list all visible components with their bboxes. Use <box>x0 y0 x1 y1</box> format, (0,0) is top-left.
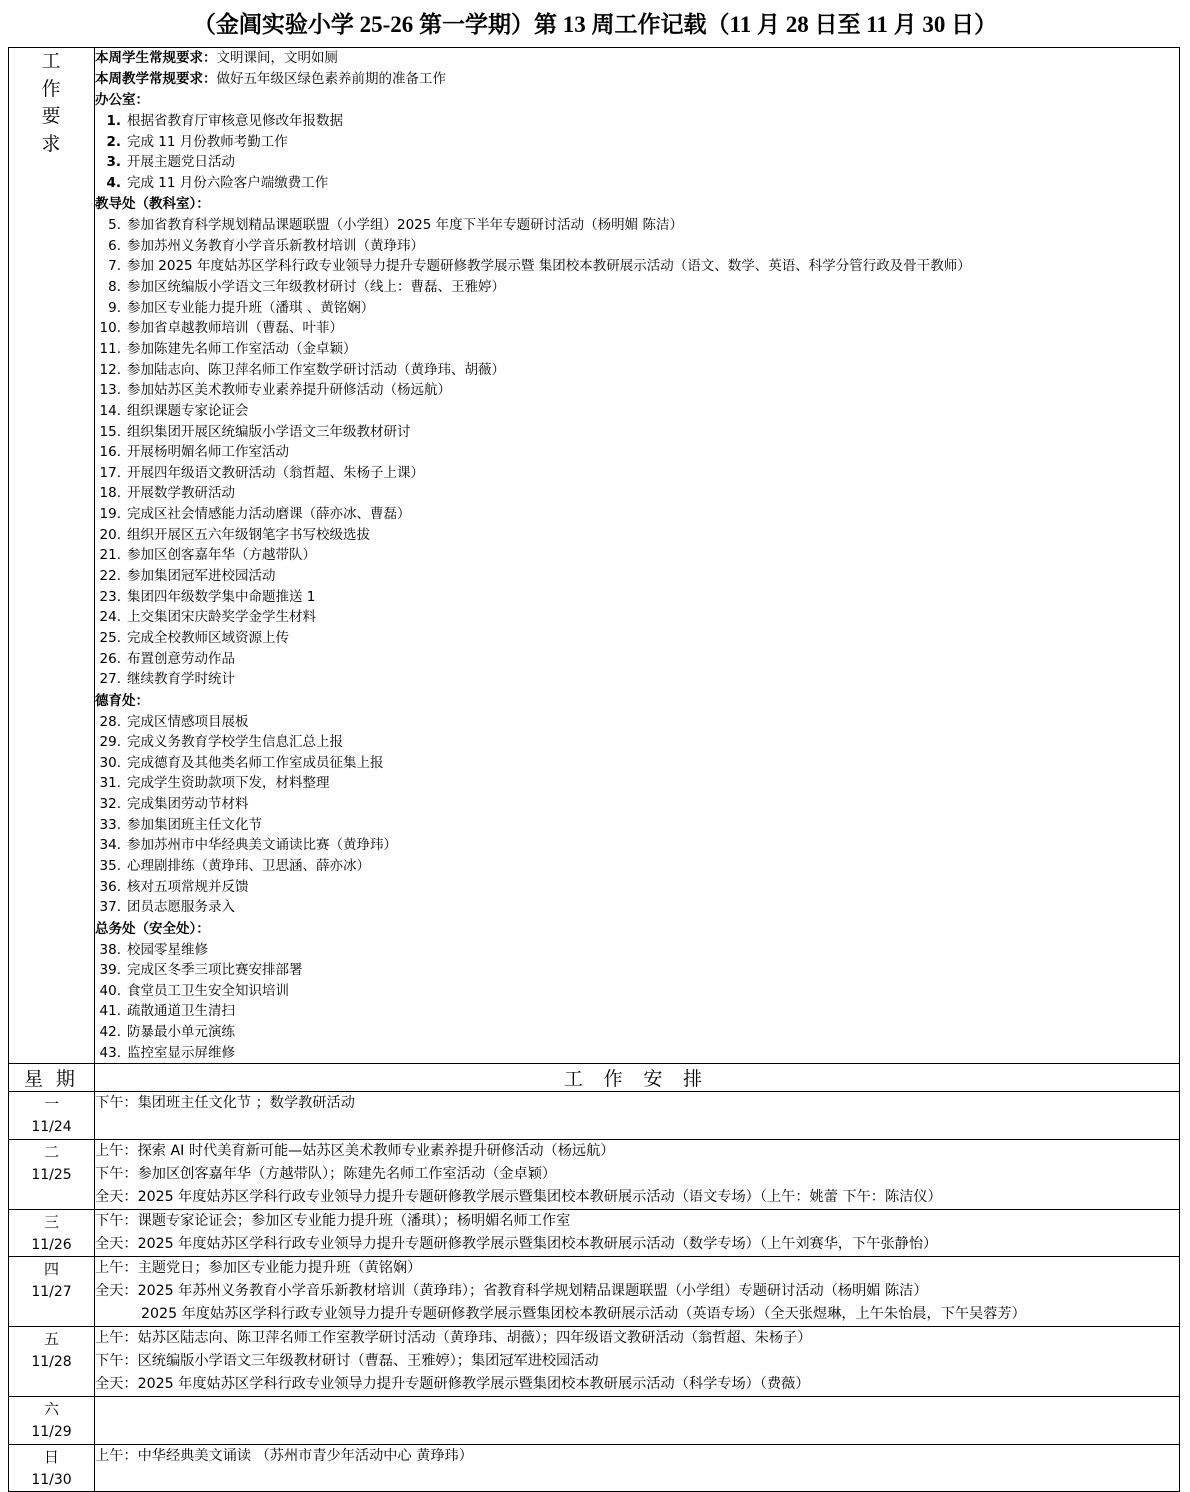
item-number: 33. <box>99 816 121 833</box>
list-item <box>95 940 1179 961</box>
section-items-office <box>95 111 1179 194</box>
schedule-line: 全天：2025 年苏州义务教育小学音乐新教材培训（黄琤玮）；省教育科学规划精品课题联盟（小学组）专题研讨活动（杨明媚 陈洁） <box>95 1283 928 1300</box>
list-item <box>95 1043 1179 1064</box>
section-title-moral: 德育处： <box>95 692 149 709</box>
list-item <box>95 607 1179 628</box>
item-text: 组织集团开展区统编版小学语文三年级教材研讨 <box>127 423 411 440</box>
item-text: 参加苏州市中华经典美文诵读比赛（黄琤玮） <box>127 837 397 854</box>
item-text: 防暴最小单元演练 <box>127 1024 235 1041</box>
schedule-line: 下午：课题专家论证会；参加区专业能力提升班（潘琪）；杨明媚名师工作室 <box>95 1212 571 1229</box>
list-item <box>95 981 1179 1002</box>
item-number: 31. <box>99 775 121 792</box>
item-text: 参加省卓越教师培训（曹磊、叶菲） <box>127 320 343 337</box>
item-number: 42. <box>99 1024 121 1041</box>
day-cell-friday <box>9 1327 95 1397</box>
item-number: 30. <box>99 754 121 771</box>
item-text: 参加 2025 年度姑苏区学科行政专业领导力提升专题研修教学展示暨 集团校本教研展示活动（语文、数学、英语、科学分管行政及骨干教师） <box>127 258 971 275</box>
list-item <box>95 753 1179 774</box>
item-text: 团员志愿服务录入 <box>127 899 235 916</box>
item-number: 43. <box>99 1044 121 1061</box>
item-text: 完成区社会情感能力活动磨课（薛亦冰、曹磊） <box>127 506 411 523</box>
list-item <box>95 256 1179 277</box>
item-text: 参加姑苏区美术教师专业素养提升研修活动（杨远航） <box>127 382 451 399</box>
item-text: 开展杨明媚名师工作室活动 <box>127 444 289 461</box>
day-cell-monday <box>9 1092 95 1139</box>
list-item <box>95 1022 1179 1043</box>
teaching-norm-value: 做好五年级区绿色素养前期的准备工作 <box>216 70 446 87</box>
item-text: 核对五项常规并反馈 <box>127 878 249 895</box>
item-text: 参加集团班主任文化节 <box>127 816 262 833</box>
item-number: 22. <box>99 568 121 585</box>
item-number: 17. <box>99 464 121 481</box>
schedule-line: 下午：参加区创客嘉年华（方越带队）；陈建先名师工作室活动（金卓颖） <box>95 1165 557 1182</box>
weekly-work-table <box>8 47 1180 1492</box>
list-item <box>95 794 1179 815</box>
label-char-4: 求 <box>41 133 62 155</box>
item-number: 27. <box>99 671 121 688</box>
schedule-line: 下午：集团班主任文化节 ；数学教研活动 <box>95 1095 355 1112</box>
section-items-moral <box>95 712 1179 918</box>
table-row <box>9 1327 1180 1397</box>
item-number: 15. <box>99 423 121 440</box>
item-text: 组织课题专家论证会 <box>127 402 249 419</box>
section-title-office: 办公室： <box>95 92 149 109</box>
item-text: 监控室显示屏维修 <box>127 1044 235 1061</box>
item-text: 食堂员工卫生安全知识培训 <box>127 982 289 999</box>
item-text: 上交集团宋庆龄奖学金学生材料 <box>127 609 316 626</box>
item-number: 39. <box>99 962 121 979</box>
item-number: 2. <box>106 133 121 150</box>
list-item <box>95 442 1179 463</box>
day-cell-tuesday <box>9 1139 95 1209</box>
list-item <box>95 835 1179 856</box>
day-date: 11/28 <box>31 1354 72 1371</box>
item-text: 心理剧排练（黄琤玮、卫思涵、薛亦冰） <box>127 857 370 874</box>
item-text: 参加省教育科学规划精品课题联盟（小学组）2025 年度下半年专题研讨活动（杨明媚 陈洁） <box>127 217 683 234</box>
arrangement-header: 工 作 安 排 <box>95 1064 1180 1092</box>
table-row <box>9 1444 1180 1491</box>
teaching-norm-line <box>95 69 1179 90</box>
day-name: 日 <box>43 1447 59 1466</box>
schedule-line: 全天：2025 年度姑苏区学科行政专业领导力提升专题研修教学展示暨集团校本教研展示活动（语文专场）（上午：姚蕾 下午：陈洁仪） <box>95 1188 942 1205</box>
item-number: 41. <box>99 1003 121 1020</box>
item-text: 参加陈建先名师工作室活动（金卓颖） <box>127 340 357 357</box>
item-number: 40. <box>99 982 121 999</box>
list-item <box>95 463 1179 484</box>
day-date: 11/27 <box>31 1284 72 1301</box>
item-text: 根据省教育厅审核意见修改年报数据 <box>127 112 343 129</box>
list-item <box>95 339 1179 360</box>
schedule-line: 上午：探索 AI 时代美育新可能—姑苏区美术教师专业素养提升研修活动（杨远航） <box>95 1142 615 1159</box>
item-number: 21. <box>99 547 121 564</box>
item-number: 3. <box>106 154 121 171</box>
day-date: 11/26 <box>31 1236 72 1253</box>
student-norm-value: 文明课间，文明如厕 <box>216 50 338 66</box>
item-text: 完成德育及其他类名师工作室成员征集上报 <box>127 754 384 771</box>
schedule-cell-saturday <box>95 1397 1180 1444</box>
list-item <box>95 277 1179 298</box>
item-number: 34. <box>99 837 121 854</box>
schedule-line: 全天：2025 年度姑苏区学科行政专业领导力提升专题研修教学展示暨集团校本教研展示活动（科学专场）（费薇） <box>95 1376 810 1393</box>
item-number: 32. <box>99 796 121 813</box>
schedule-line: 下午：区统编版小学语文三年级教材研讨（曹磊、王雅婷）；集团冠军进校园活动 <box>95 1353 599 1370</box>
item-number: 13. <box>99 382 121 399</box>
item-number: 16. <box>99 444 121 461</box>
student-norm-label: 本周学生常规要求： <box>95 50 217 66</box>
item-text: 完成学生资助款项下发，材料整理 <box>127 775 330 792</box>
item-number: 10. <box>99 320 121 337</box>
item-text: 完成区情感项目展板 <box>127 713 249 730</box>
student-norm-line <box>95 48 1179 69</box>
item-number: 25. <box>99 629 121 646</box>
table-row <box>9 1209 1180 1256</box>
list-item <box>95 628 1179 649</box>
list-item <box>95 215 1179 236</box>
item-number: 20. <box>99 526 121 543</box>
item-text: 参加区统编版小学语文三年级教材研讨（线上：曹磊、王雅婷） <box>127 279 505 296</box>
schedule-cell-thursday <box>95 1257 1180 1327</box>
list-item <box>95 504 1179 525</box>
day-name: 五 <box>43 1330 59 1349</box>
item-number: 4. <box>106 174 121 191</box>
day-cell-wednesday <box>9 1209 95 1256</box>
day-date: 11/29 <box>31 1424 72 1441</box>
list-item <box>95 877 1179 898</box>
item-number: 35. <box>99 857 121 874</box>
schedule-cell-tuesday <box>95 1139 1180 1209</box>
item-number: 12. <box>99 361 121 378</box>
schedule-line: 上午：姑苏区陆志向、陈卫萍名师工作室教学研讨活动（黄琤玮、胡薇）；四年级语文教研活动（翁哲超、朱杨子） <box>95 1330 812 1347</box>
list-item <box>95 525 1179 546</box>
item-number: 26. <box>99 650 121 667</box>
requirements-cell <box>95 48 1180 1064</box>
item-number: 19. <box>99 506 121 523</box>
section-items-teaching <box>95 215 1179 690</box>
item-number: 1. <box>106 112 121 129</box>
item-text: 继续教育学时统计 <box>127 671 235 688</box>
item-number: 6. <box>108 237 121 254</box>
item-text: 开展数学教研活动 <box>127 485 235 502</box>
item-number: 5. <box>108 217 121 234</box>
item-text: 校园零星维修 <box>127 941 208 958</box>
item-number: 8. <box>108 279 121 296</box>
item-number: 28. <box>99 713 121 730</box>
day-name: 二 <box>43 1142 59 1161</box>
list-item <box>95 545 1179 566</box>
section-items-general-affairs <box>95 940 1179 1064</box>
item-number: 14. <box>99 402 121 419</box>
table-row <box>9 1092 1180 1139</box>
list-item <box>95 152 1179 173</box>
schedule-cell-friday <box>95 1327 1180 1397</box>
item-text: 完成 11 月份六险客户端缴费工作 <box>127 174 329 191</box>
list-item <box>95 649 1179 670</box>
list-item <box>95 298 1179 319</box>
requirements-row <box>9 48 1180 1064</box>
day-date: 11/25 <box>31 1166 72 1183</box>
schedule-line: 2025 年度姑苏区学科行政专业领导力提升专题研修教学展示暨集团校本教研展示活动（英语专场）（全天张煜琳，上午朱怡晨，下午吴蓉芳） <box>141 1306 1026 1323</box>
work-requirement-label <box>9 48 95 1064</box>
page-title: （金阊实验小学 25-26 第一学期）第 13 周工作记载（11 月 28 日至 11 月 30 日） <box>192 12 998 37</box>
day-name: 六 <box>43 1400 59 1419</box>
item-text: 参加区专业能力提升班（潘琪 、黄铭娴） <box>127 299 375 316</box>
schedule-line: 上午：中华经典美文诵读 （苏州市青少年活动中心 黄琤玮） <box>95 1447 473 1464</box>
schedule-line: 上午：主题党日；参加区专业能力提升班（黄铭娴） <box>95 1260 422 1277</box>
item-number: 38. <box>99 941 121 958</box>
list-item <box>95 856 1179 877</box>
item-text: 开展主题党日活动 <box>127 154 235 171</box>
day-name: 一 <box>43 1095 59 1114</box>
list-item <box>95 669 1179 690</box>
list-item <box>95 732 1179 753</box>
list-item <box>95 111 1179 132</box>
item-text: 参加陆志向、陈卫萍名师工作室数学研讨活动（黄琤玮、胡薇） <box>127 361 505 378</box>
schedule-header-row <box>9 1064 1180 1092</box>
item-text: 开展四年级语文教研活动（翁哲超、朱杨子上课） <box>127 464 424 481</box>
day-cell-saturday <box>9 1397 95 1444</box>
item-text: 集团四年级数学集中命题推送 1 <box>127 588 316 605</box>
list-item <box>95 1001 1179 1022</box>
day-cell-sunday <box>9 1444 95 1491</box>
list-item <box>95 132 1179 153</box>
item-text: 完成区冬季三项比赛安排部署 <box>127 962 303 979</box>
label-char-2: 作 <box>41 78 62 100</box>
schedule-cell-wednesday <box>95 1209 1180 1256</box>
item-text: 组织开展区五六年级钢笔字书写校级选拔 <box>127 526 370 543</box>
section-title-teaching: 教导处（教科室）： <box>95 196 210 213</box>
list-item <box>95 773 1179 794</box>
list-item <box>95 712 1179 733</box>
item-number: 7. <box>108 258 121 275</box>
day-name: 三 <box>43 1212 59 1231</box>
list-item <box>95 173 1179 194</box>
list-item <box>95 236 1179 257</box>
item-number: 36. <box>99 878 121 895</box>
section-title-general-affairs: 总务处（安全处）： <box>95 920 210 937</box>
day-date: 11/24 <box>31 1119 72 1136</box>
item-text: 参加集团冠军进校园活动 <box>127 568 276 585</box>
schedule-cell-monday <box>95 1092 1180 1139</box>
schedule-cell-sunday <box>95 1444 1180 1491</box>
list-item <box>95 960 1179 981</box>
list-item <box>95 483 1179 504</box>
weekday-header: 星 期 <box>9 1064 95 1092</box>
day-name: 四 <box>43 1260 59 1279</box>
list-item <box>95 401 1179 422</box>
item-number: 24. <box>99 609 121 626</box>
list-item <box>95 360 1179 381</box>
item-number: 18. <box>99 485 121 502</box>
item-text: 完成 11 月份教师考勤工作 <box>127 133 288 150</box>
day-date: 11/30 <box>31 1471 72 1488</box>
list-item <box>95 587 1179 608</box>
teaching-norm-label: 本周教学常规要求： <box>95 70 217 87</box>
item-text: 完成全校教师区域资源上传 <box>127 629 289 646</box>
table-row <box>9 1257 1180 1327</box>
item-text: 疏散通道卫生清扫 <box>127 1003 235 1020</box>
label-char-1: 工 <box>41 51 62 72</box>
list-item <box>95 815 1179 836</box>
item-number: 23. <box>99 588 121 605</box>
list-item <box>95 897 1179 918</box>
item-text: 完成集团劳动节材料 <box>127 796 249 813</box>
item-text: 布置创意劳动作品 <box>127 650 235 667</box>
item-number: 11. <box>99 340 121 357</box>
table-row <box>9 1139 1180 1209</box>
item-number: 29. <box>99 734 121 751</box>
list-item <box>95 422 1179 443</box>
schedule-line: 全天：2025 年度姑苏区学科行政专业领导力提升专题研修教学展示暨集团校本教研展示活动（数学专场）（上午刘赛华，下午张静怡） <box>95 1235 938 1252</box>
item-text: 完成义务教育学校学生信息汇总上报 <box>127 734 343 751</box>
list-item <box>95 566 1179 587</box>
item-number: 9. <box>108 299 121 316</box>
list-item <box>95 318 1179 339</box>
day-cell-thursday <box>9 1257 95 1327</box>
item-text: 参加区创客嘉年华（方越带队） <box>127 547 316 564</box>
item-text: 参加苏州义务教育小学音乐新教材培训（黄琤玮） <box>127 237 424 254</box>
item-number: 37. <box>99 899 121 916</box>
table-row <box>9 1397 1180 1444</box>
label-char-3: 要 <box>41 106 62 128</box>
list-item <box>95 380 1179 401</box>
